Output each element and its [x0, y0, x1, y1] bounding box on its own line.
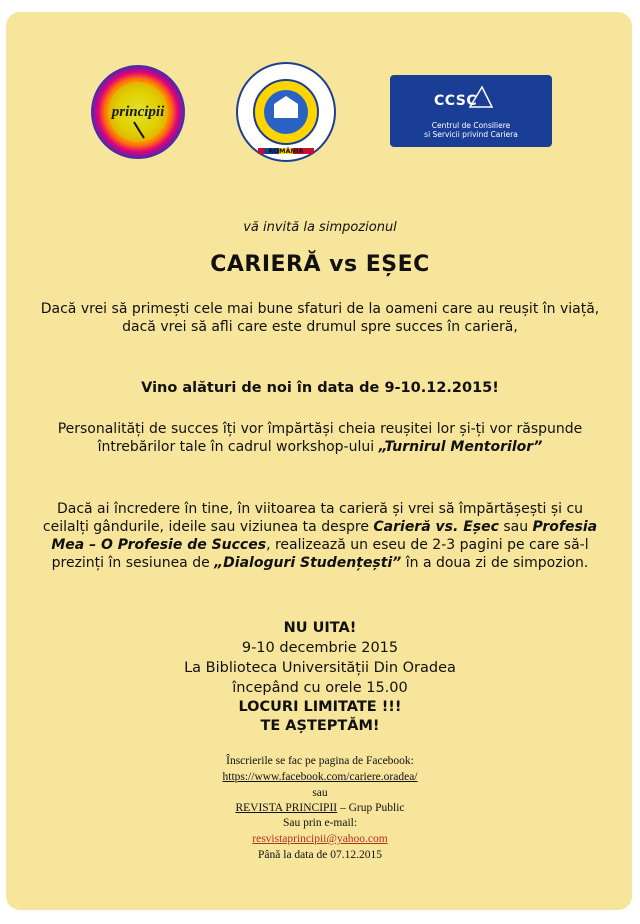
facebook-link[interactable]: https://www.facebook.com/cariere.oradea/: [222, 771, 418, 783]
reminder-dates: 9-10 decembrie 2015: [241, 640, 399, 656]
limited-seats: LOCURI LIMITATE !!!: [238, 699, 402, 715]
ccsc-logo-line2: si Servicii privind Cariera: [424, 130, 518, 139]
ccsc-logo-line1: Centrul de Consiliere: [431, 121, 511, 130]
waiting-line: TE AȘTEPTĂM!: [260, 718, 380, 734]
essay-topic-2: Profesia Mea – O Profesie de Succes: [51, 519, 598, 553]
reminder-heading: NU UITA!: [283, 620, 357, 636]
intro-paragraph: Dacă vrei să primești cele mai bune sfaturi de la oameni care au reușit în viață, dacă vrei să afli care este drumul spre succes în carieră,: [40, 301, 600, 335]
invite-line: vă invită la simpozionul: [243, 220, 397, 235]
essay-text-2: , realizează un eseu de 2-3 pagini pe care să-l prezinți în sesiunea de: [51, 537, 589, 571]
university-seal-logo: [236, 62, 336, 162]
group-suffix: – Grup Public: [337, 802, 405, 814]
ccsc-logo-title: CCSC: [434, 93, 478, 109]
page-title: CARIERĂ vs EȘEC: [210, 252, 430, 277]
principii-logo: [90, 64, 186, 160]
signup-email-label: Sau prin e-mail:: [282, 817, 358, 829]
signup-email-row: [40, 832, 600, 847]
workshop-paragraph: [40, 420, 600, 456]
university-seal-country: ROMÂNIA: [268, 147, 304, 155]
reminder-time: începând cu orele 15.00: [232, 680, 408, 696]
signup-group-row: [40, 801, 600, 816]
essay-text-1: Dacă ai încredere în tine, în viitoarea ta carieră și vrei să împărtășești și cu ceilalți gândurile, ideile sau viziunea ta despre: [42, 501, 584, 535]
workshop-name: „Turnirul Mentorilor”: [378, 439, 543, 455]
email-link[interactable]: resvistaprincipii@yahoo.com: [252, 833, 388, 845]
principii-logo-text: principii: [111, 104, 165, 120]
session-name: „Dialoguri Studențești”: [214, 555, 402, 571]
event-dates-callout: Vino alături de noi în data de 9-10.12.2015!: [141, 380, 499, 396]
ccsc-logo: [390, 75, 552, 147]
signup-or: sau: [312, 787, 328, 799]
essay-topic-1: Carieră vs. Eșec: [373, 519, 499, 535]
essay-text-3: în a doua zi de simpozion.: [401, 555, 589, 571]
essay-or: sau: [498, 519, 533, 535]
group-link[interactable]: REVISTA PRINCIPII: [235, 802, 338, 814]
workshop-paragraph-text: Personalități de succes îți vor împărtăși cheia reușitei lor și-ți vor răspunde întrebărilor tale în cadrul workshop-ului: [57, 421, 583, 455]
signup-intro: Înscrierile se fac pe pagina de Facebook:: [226, 755, 414, 767]
signup-deadline: Până la data de 07.12.2015: [258, 849, 382, 861]
reminder-place: La Biblioteca Universității Din Oradea: [184, 660, 456, 676]
essay-paragraph: [40, 500, 600, 572]
signup-facebook-link-row: [40, 770, 600, 785]
